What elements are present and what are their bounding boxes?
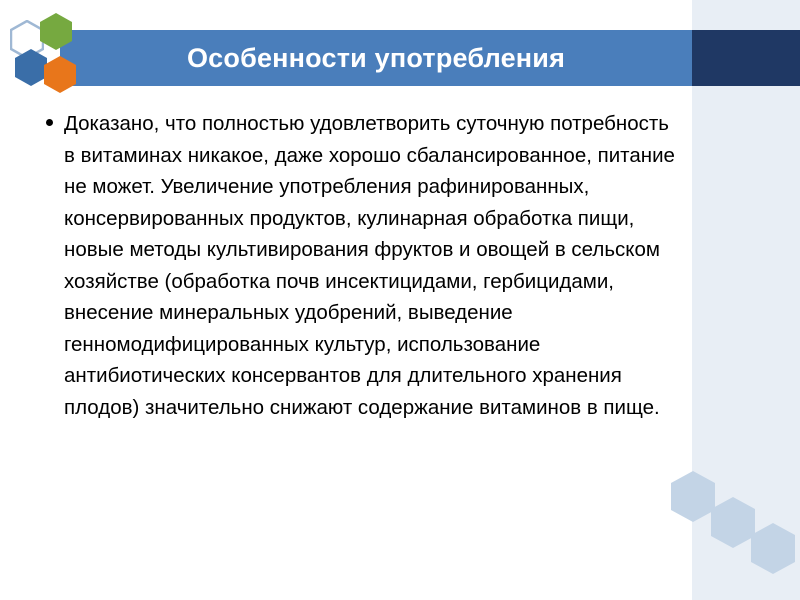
page-title: Особенности употребления [186,43,566,73]
bullet-item [40,108,680,423]
hex-green-icon [39,12,73,51]
logo-hex-cluster [10,12,102,104]
slide-body [40,108,680,423]
hex-orange-icon [43,55,77,94]
bullet-dot-icon [40,119,58,126]
header-bar-accent [692,30,800,86]
deco-hex-3-icon [750,522,796,575]
decorative-hexagons [670,470,800,600]
bullet-text: Доказано, что полностью удовлетворить суточную потребность в витаминах никакое, даже хорошо сбалансированное, питание не может. Увеличение употребления рафинированных, консервированных продуктов, кулинарная обработка пищи, новые методы культивирования фруктов и овощей в сельском хозяйстве (обработка почв инсектицидами, гербицидами, внесение минеральных удобрений, выведение генномодифицированных культур, использование антибиотических консервантов для длительного хранения плодов) значительно снижают содержание витаминов в пище. [64,112,675,419]
